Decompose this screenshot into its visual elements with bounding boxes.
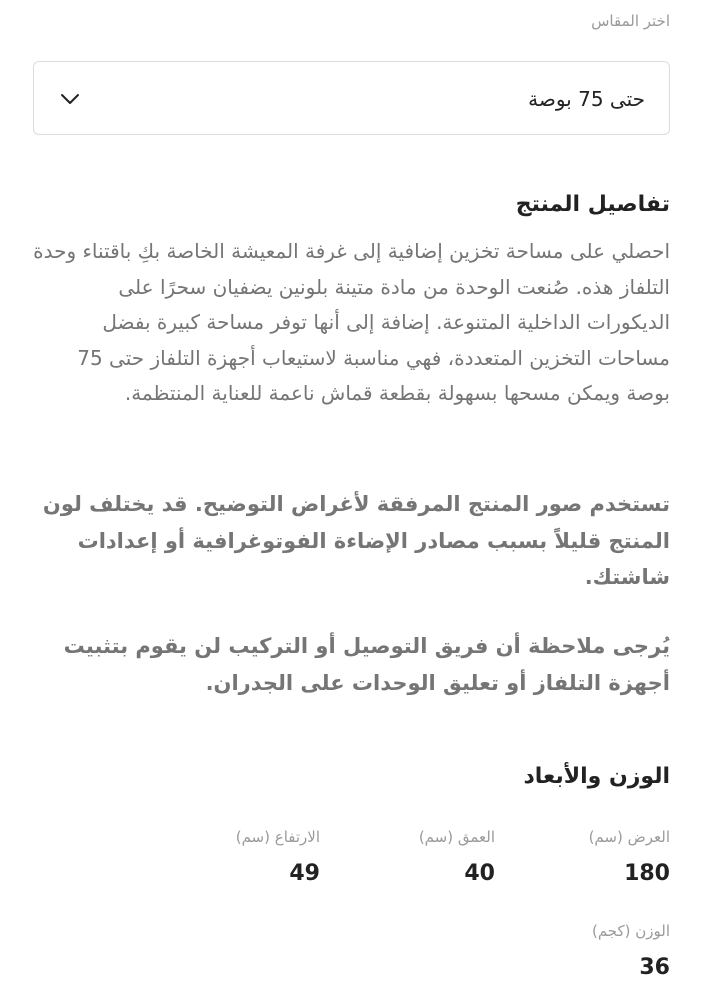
product-details-title: تفاصيل المنتج: [515, 192, 670, 217]
dimension-height-value: 49: [289, 861, 320, 886]
size-select-value: حتى 75 بوصة: [528, 87, 645, 111]
chevron-down-icon: [60, 89, 80, 109]
dimension-depth-label: العمق (سم): [418, 828, 495, 846]
dimension-depth: [419, 828, 495, 886]
dimension-height-label: الارتفاع (سم): [235, 828, 320, 846]
dimension-height: [236, 828, 320, 886]
dimension-width: [589, 828, 670, 886]
size-select-label: اختر المقاس: [591, 12, 670, 30]
installation-notice: [33, 628, 670, 701]
dimension-weight-value: 36: [639, 955, 670, 980]
installation-notice-text: يُرجى ملاحظة أن فريق التوصيل أو التركيب لن يقوم بتثبيت أجهزة التلفاز أو تعليق الوحدات على الجدران.: [63, 634, 670, 695]
weight-dimensions-title: الوزن والأبعاد: [523, 764, 670, 789]
photo-disclaimer: [33, 486, 670, 596]
dimension-width-label: العرض (سم): [588, 828, 670, 846]
product-description-text: احصلي على مساحة تخزين إضافية إلى غرفة المعيشة الخاصة بكِ باقتناء وحدة التلفاز هذه. صُنعت الوحدة من مادة متينة بلونين يضفيان سحرًا على الديكورات الداخلية المتنوعة. إضافة إلى أنها توفر مساحة كبيرة بفضل مساحات التخزين المتعددة، فهي مناسبة لاستيعاب أجهزة التلفاز حتى 75 بوصة ويمكن مسحها بسهولة بقطعة قماش ناعمة للعناية المنتظمة.: [33, 239, 670, 405]
dimension-weight-label: الوزن (كجم): [591, 922, 670, 940]
size-select-dropdown[interactable]: [33, 61, 670, 135]
product-description: [33, 234, 670, 412]
dimension-width-value: 180: [624, 861, 670, 886]
dimension-weight: [592, 922, 670, 980]
dimension-depth-value: 40: [464, 861, 495, 886]
photo-disclaimer-text: تستخدم صور المنتج المرفقة لأغراض التوضيح. قد يختلف لون المنتج قليلاً بسبب مصادر الإضاءة الفوتوغرافية أو إعدادات شاشتك.: [42, 492, 670, 589]
